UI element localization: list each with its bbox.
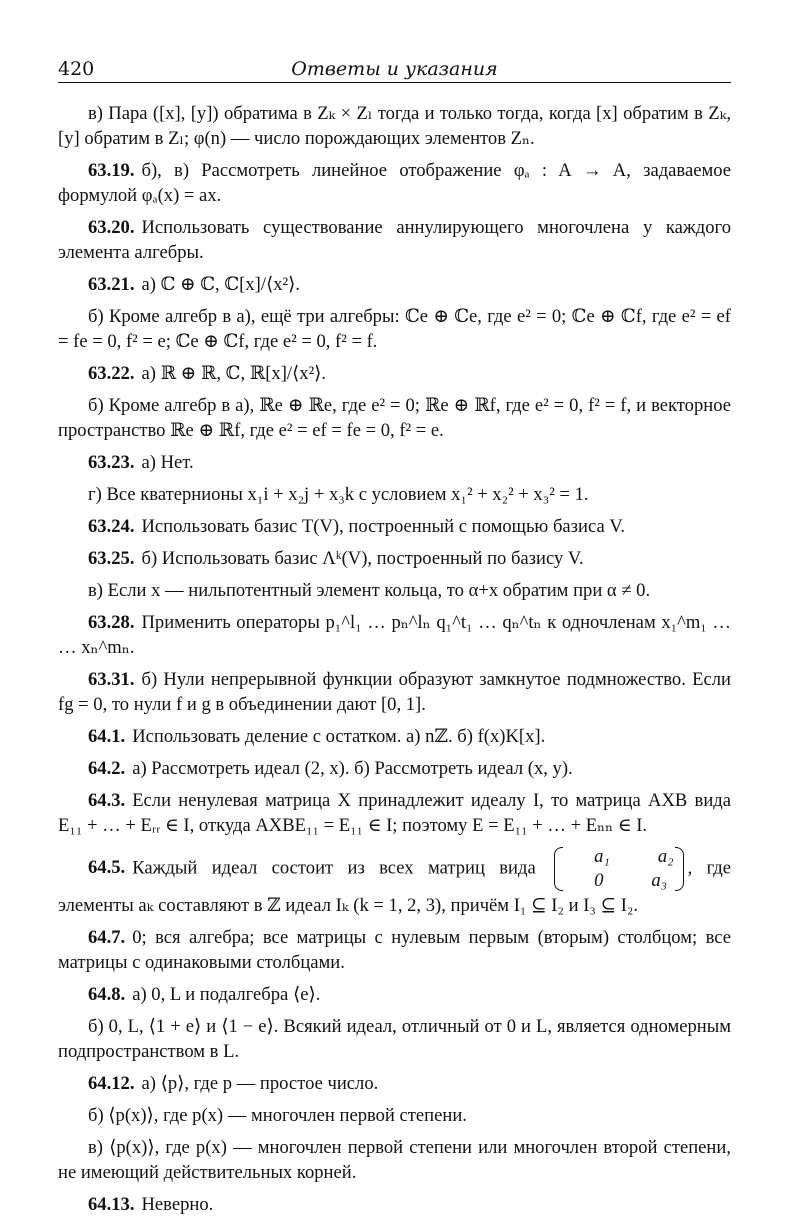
matrix-cell: 0	[594, 870, 604, 891]
answer-paragraph	[58, 361, 731, 386]
answer-number: 63.19.	[88, 160, 135, 181]
answer-number: 64.1.	[88, 726, 126, 747]
answers-block-bottom	[58, 925, 731, 1217]
answer-text-after-matrix: , где элементы aₖ составляют в ℤ идеал Iₖ (k = 1, 2, 3), причём I₁ ⊆ I₂ и I₃ ⊆ I₂.	[58, 857, 732, 916]
matrix-cell: a₃	[651, 870, 668, 891]
answer-text: б) Использовать базис Λᵏ(V), построенный по базису V.	[141, 548, 584, 569]
answer-paragraph	[58, 304, 731, 354]
answer-text: Использовать базис T(V), построенный с помощью базиса V.	[141, 516, 626, 537]
answer-text: г) Все кватернионы x₁i + x₂j + x₃k с условием x₁² + x₂² + x₃² = 1.	[88, 484, 589, 505]
answer-number: 64.3.	[88, 790, 126, 811]
answer-text: б) Кроме алгебр в а), ещё три алгебры: ℂe ⊕ ℂe, где e² = 0; ℂe ⊕ ℂf, где e² = ef = fe = 0, f² = e; ℂe ⊕ ℂf, где e² = 0, f² = f.	[58, 306, 731, 352]
matrix-cell: a₁	[594, 846, 610, 867]
page-number: 420	[58, 58, 95, 80]
answer-number: 64.5.	[88, 857, 126, 879]
answer-number: 63.22.	[88, 363, 135, 384]
answer-text: б) Нули непрерывной функции образуют замкнутое подмножество. Если fg = 0, то нули f и g в объединении дают [0, 1].	[58, 669, 731, 715]
answer-paragraph	[58, 1192, 731, 1217]
answer-text: в) Пара ([x], [y]) обратима в Zₖ × Zₗ тогда и только тогда, когда [x] обратим в Zₖ, [y] обратим в Zₗ; φ(n) — число порождающих элементов Zₙ.	[58, 103, 731, 149]
answer-paragraph	[58, 215, 731, 265]
answer-number: 63.28.	[88, 612, 135, 633]
answer-text: а) Нет.	[141, 452, 194, 473]
answer-paragraph	[58, 667, 731, 717]
answer-text: Если ненулевая матрица X принадлежит идеалу I, то матрица AXB вида E₁₁ + … + Eᵣᵣ ∈ I, откуда AXBE₁₁ = E₁₁ ∈ I; поэтому E = E₁₁ + … + Eₙₙ ∈ I.	[58, 790, 731, 836]
answer-paragraph	[58, 1135, 731, 1185]
answer-text-before-matrix: Каждый идеал состоит из всех матриц вида	[132, 857, 536, 879]
page-header	[58, 52, 731, 83]
answer-64-5	[58, 845, 731, 918]
answer-paragraph	[58, 1014, 731, 1064]
answer-text: Применить операторы p₁^l₁ … pₙ^lₙ q₁^t₁ … qₙ^tₙ к одночленам x₁^m₁ … … xₙ^mₙ.	[58, 612, 731, 658]
matrix-row	[564, 869, 674, 893]
answer-number: 63.25.	[88, 548, 135, 569]
answer-paragraph	[58, 450, 731, 475]
answer-text: а) Рассмотреть идеал (2, x). б) Рассмотреть идеал (x, y).	[132, 758, 573, 779]
answer-paragraph	[58, 756, 731, 781]
running-title: Ответы и указания	[291, 58, 498, 80]
answer-paragraph	[58, 1071, 731, 1096]
answer-text: 0; вся алгебра; все матрицы с нулевым первым (вторым) столбцом; все матрицы с одинаковыми столбцами.	[58, 927, 731, 973]
answer-paragraph	[58, 724, 731, 749]
answer-number: 63.21.	[88, 274, 135, 295]
answer-paragraph	[58, 546, 731, 571]
answer-paragraph	[58, 925, 731, 975]
answer-paragraph	[58, 982, 731, 1007]
answer-paragraph	[58, 272, 731, 297]
answer-text: в) Если x — нильпотентный элемент кольца, то α+x обратим при α ≠ 0.	[88, 580, 651, 601]
answer-text: б) Кроме алгебр в а), ℝe ⊕ ℝe, где e² = 0; ℝe ⊕ ℝf, где e² = 0, f² = f, и векторное пространство ℝe ⊕ ℝf, где e² = ef = fe = 0, f² = e.	[58, 395, 731, 441]
answer-paragraph	[58, 578, 731, 603]
matrix	[554, 845, 684, 893]
answer-number: 63.31.	[88, 669, 135, 690]
answer-paragraph	[58, 101, 731, 151]
answer-number: 63.23.	[88, 452, 135, 473]
book-page	[58, 52, 731, 1224]
answer-text: а) ℂ ⊕ ℂ, ℂ[x]/⟨x²⟩.	[141, 274, 301, 295]
answers-body	[58, 101, 731, 1217]
answer-text: Неверно.	[141, 1194, 214, 1215]
answer-number: 64.8.	[88, 984, 126, 1005]
answer-text: а) ℝ ⊕ ℝ, ℂ, ℝ[x]/⟨x²⟩.	[141, 363, 327, 384]
answer-number: 64.2.	[88, 758, 126, 779]
answer-paragraph	[58, 788, 731, 838]
matrix-row	[564, 845, 674, 869]
answer-text: Использовать деление с остатком. а) nℤ. б) f(x)K[x].	[132, 726, 546, 747]
answer-paragraph	[58, 158, 731, 208]
answer-paragraph	[58, 482, 731, 507]
answer-text: Использовать существование аннулирующего многочлена у каждого элемента алгебры.	[58, 217, 731, 263]
answer-paragraph	[58, 610, 731, 660]
answer-text: а) ⟨p⟩, где p — простое число.	[141, 1073, 379, 1094]
answer-paragraph	[58, 393, 731, 443]
answer-text: в) ⟨p(x)⟩, где p(x) — многочлен первой степени или многочлен второй степени, не имеющий действительных корней.	[58, 1137, 731, 1183]
answer-text: б) ⟨p(x)⟩, где p(x) — многочлен первой степени.	[88, 1105, 467, 1126]
answer-text: б), в) Рассмотреть линейное отображение φₐ : A → A, задаваемое формулой φₐ(x) = ax.	[58, 160, 731, 206]
answer-number: 64.13.	[88, 1194, 135, 1215]
answer-number: 64.7.	[88, 927, 126, 948]
answer-number: 63.20.	[88, 217, 135, 238]
matrix-cell: a₂	[657, 846, 674, 867]
answer-paragraph	[58, 1103, 731, 1128]
answer-number: 64.12.	[88, 1073, 135, 1094]
answer-text: б) 0, L, ⟨1 + e⟩ и ⟨1 − e⟩. Всякий идеал, отличный от 0 и L, является одномерным подпространством в L.	[58, 1016, 731, 1062]
answer-text: а) 0, L и подалгебра ⟨e⟩.	[132, 984, 321, 1005]
answers-block-top	[58, 101, 731, 838]
answer-paragraph	[58, 514, 731, 539]
answer-number: 63.24.	[88, 516, 135, 537]
